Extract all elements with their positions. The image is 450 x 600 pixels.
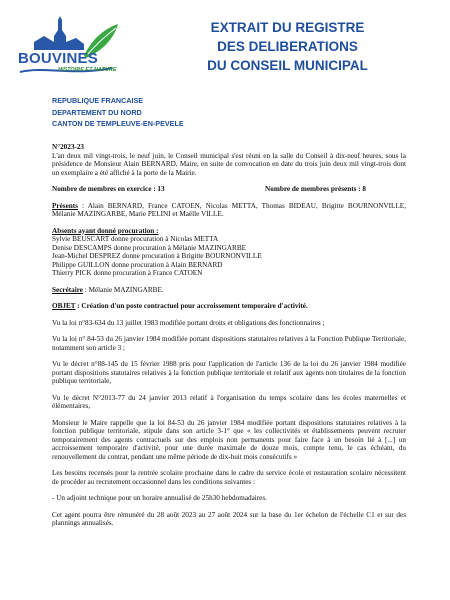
absents-label: Absents ayant donné procuration : [52,226,159,235]
members-in-office: Nombre de membres en exercice : 13 [52,185,165,193]
legal-paragraph: Vu la loi n°83-634 du 13 juillet 1983 modifiée portant droits et obligations des fonctionnaires ; [52,318,325,327]
deliberation-body [52,143,406,528]
department-label: DEPARTEMENT DU NORD [52,107,142,117]
canton-label: CANTON DE TEMPLEUVE-EN-PEVELE [52,119,184,128]
position-paragraph: - Un adjoint technique pour un horaire annualisé de 25h30 hebdomadaires. [52,494,267,502]
title-line-3: DU CONSEIL MUNICIPAL [207,58,368,73]
logo-brand: BOUVINES [18,50,98,67]
republic-label: REPUBLIQUE FRANCAISE [52,96,144,105]
object-label: OBJET [52,302,76,310]
deliberation-number: N°2023-23 [52,143,85,151]
document-title [175,18,400,75]
bouvines-logo [14,16,124,82]
absent-item: Sylvie BEUSCART donne procuration à Nicolas METTA [52,235,219,243]
absent-item: Jean-Michel DESPREZ donne procuration à Brigitte BOURNONVILLE [52,252,262,260]
secretary-label: Secrétaire [52,285,83,294]
legal-paragraph: Vu la loi n° 84-53 du 26 janvier 1984 modifiée portant dispositions statutaires relatives à la Fonction Publique Territoriale, notamment son article 3 ; [52,335,406,352]
secretary-line [52,286,406,295]
object-text: : Création d'un poste contractuel pour accroissement temporaire d'activité. [75,302,308,310]
legal-paragraph: Vu le décret N°2013-77 du 24 janvier 2013 relatif à l'organisation du temps scolaire dans les écoles maternelles et élémentaires, [52,393,406,410]
salary-paragraph: Cet agent pourra être rémunéré du 28 août 2023 au 27 août 2024 sur la base du 1er échelon de l'échelle C1 et sur des plannings annualisés. [52,510,406,527]
absent-item: Denise DESCAMPS donne procuration à Mélanie MAZINGARBE [52,243,247,252]
legal-paragraph: Vu le décret n°88-145 du 15 février 1988 pris pour l'application de l'article 136 de la loi du 26 janvier 1984 modifiée portant dispositions statutaires relatives à la fonction publique territoriale et relatif aux agents non titulaires de la fonction publique territoriale, [52,360,406,385]
members-present: Nombre de membres présents : 8 [265,185,366,193]
title-line-2: DES DELIBERATIONS [217,39,358,54]
needs-paragraph: Les besoins recensés pour la rentrée scolaire prochaine dans le cadre du service école et restauration scolaire nécessitent de procéder au recrutement occasionnel dans les conditions suivantes : [52,469,406,486]
mayor-paragraph: Monsieur le Maire rappelle que la loi 84-53 du 26 janvier 1984 modifiée portant dispositions statutaires relatives à la fonction publique territoriale, stipule dans son article 3-1° que « les collectivités et établissements peuvent recruter temporairement des agents contractuels sur des emplois non permanents pour faire face à un besoin lié à [...] un accroissement temporaire d'activité, pour une durée maximale de douze mois, compte tenu, le cas échéant, du renouvellement du contrat, pendant une même période de dix-huit mois consécutifs » [52,418,406,461]
intro-paragraph: L'an deux mil vingt-trois, le neuf juin, le Conseil municipal s'est réuni en la salle du Conseil à dix-neuf heures, sous la présidence de Monsieur Alain BERNARD, Maire, en suite de convocation en date du trois juin deux mil vingt-trois dont un exemplaire a été affiché à la porte de la Mairie. [52,151,406,177]
logo-tagline: HISTOIRE ET NATURE [58,67,117,73]
absent-item: Philippe GUILLON donne procuration à Alain BERNARD [52,260,223,269]
administration-header [52,95,184,130]
presents-list: : Alain BERNARD, France CATOEN, Nicolas METTA, Thomas BIDEAU, Brigitte BOURNONVILLE, Mélanie MAZINGARBE, Marie PELINI et Maëlle VILLE. [52,201,406,218]
secretary-name: : Mélanie MAZINGARBE. [83,285,164,294]
presents-paragraph [52,202,406,219]
absent-item: Thierry PICK donne procuration à France CATOEN [52,269,203,277]
title-line-1: EXTRAIT DU REGISTRE [210,20,365,35]
object-line [52,302,406,311]
member-counts [52,185,406,194]
presents-label: Présents [52,201,78,210]
